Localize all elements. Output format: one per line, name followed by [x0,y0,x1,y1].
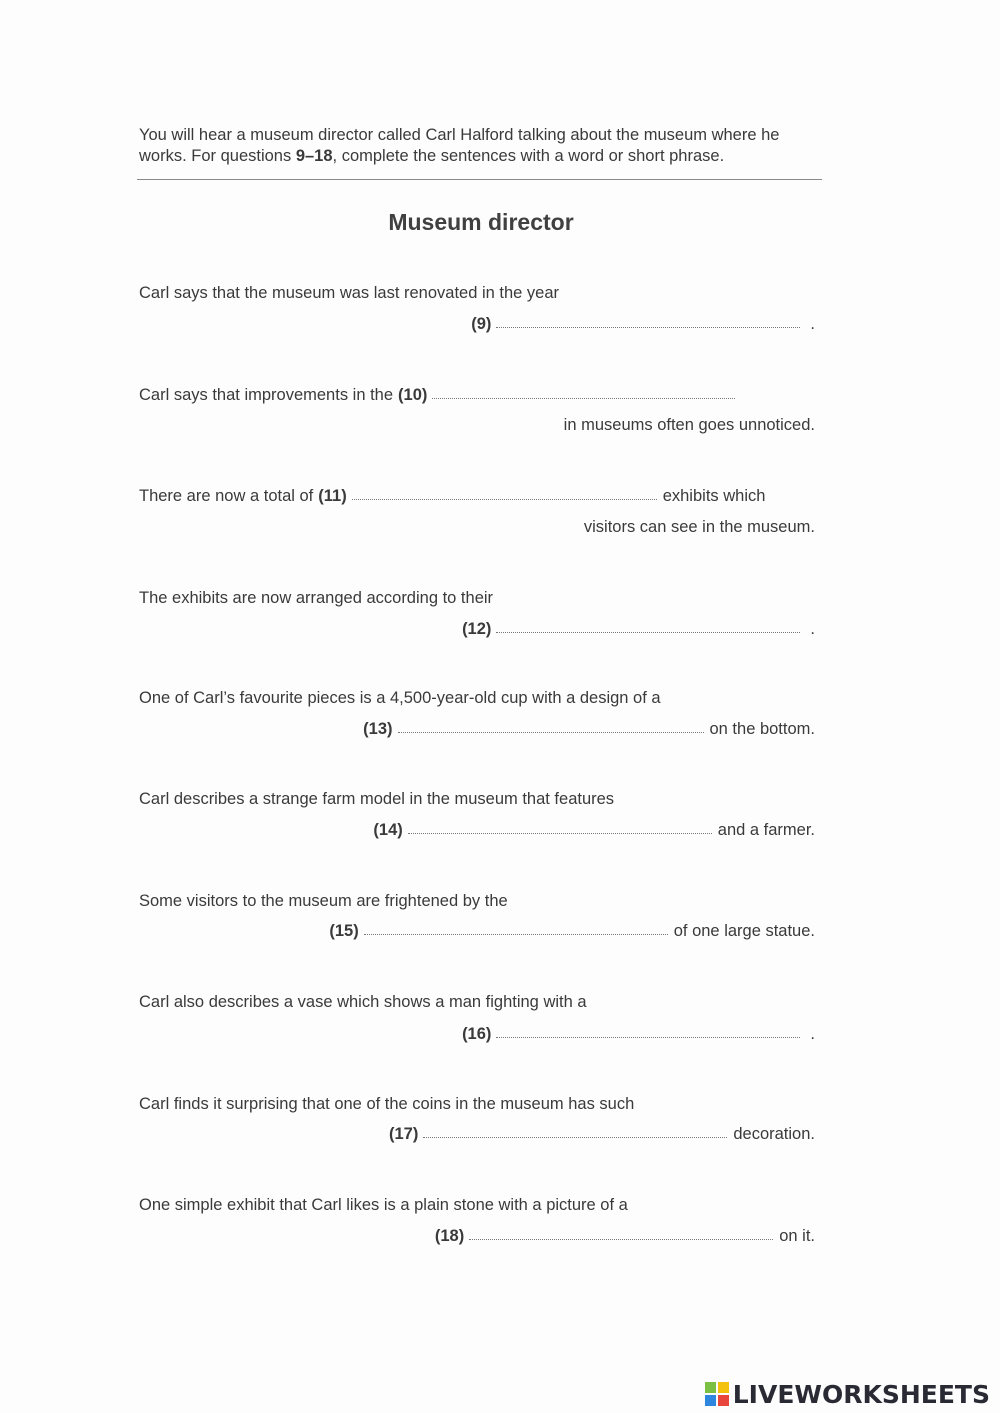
question-15-text: Some visitors to the museum are frightened by the [139,892,508,910]
answer-blank-16[interactable] [496,1036,800,1038]
question-18-answer-line: (18) on it. [434,1227,815,1245]
question-number: (16) [462,1025,492,1043]
answer-blank-18[interactable] [469,1238,773,1240]
question-10-text: Carl says that improvements in the (10) [139,386,741,405]
question-15-answer-line: (15) of one large statue. [329,922,815,940]
question-17-text: Carl finds it surprising that one of the coins in the museum has such [139,1095,635,1113]
answer-blank-13[interactable] [398,731,704,733]
question-13-answer-line: (13) on the bottom. [363,720,815,738]
question-18-text: One simple exhibit that Carl likes is a plain stone with a picture of a [139,1196,628,1214]
question-9-answer-line: (9) . [471,315,815,333]
brand-name: LIVEWORKSHEETS [732,1379,990,1409]
divider [137,179,822,180]
page-title: Museum director [388,209,574,235]
question-number: (13) [363,720,393,738]
answer-blank-15[interactable] [364,933,668,935]
question-range: 9–18 [295,147,333,165]
question-13-text: One of Carl’s favourite pieces is a 4,500-year-old cup with a design of a [139,689,661,707]
answer-blank-11[interactable] [352,498,657,500]
instructions: You will hear a museum director called Carl Halford talking about the museum where he works. For questions 9–18, complete the sentences with a word or short phrase. [139,126,780,165]
answer-blank-9[interactable] [496,326,800,328]
question-number: (10) [398,386,428,404]
question-12-answer-line: (12) . [462,620,815,638]
answer-blank-12[interactable] [496,631,800,633]
question-16-answer-line: (16) . [462,1025,815,1043]
logo-mark-icon [705,1382,729,1406]
question-11-text: There are now a total of (11) exhibits which [139,487,766,505]
question-number: (14) [373,821,403,839]
question-number: (11) [318,487,347,505]
question-11-continuation: visitors can see in the museum. [583,518,815,536]
question-number: (12) [462,620,492,638]
question-number: (17) [389,1125,419,1143]
question-17-answer-line: (17) decoration. [389,1125,815,1143]
question-9-text: Carl says that the museum was last renovated in the year [139,284,560,302]
question-12-text: The exhibits are now arranged according to their [139,589,494,607]
answer-blank-10[interactable] [432,397,735,399]
answer-blank-14[interactable] [408,832,712,834]
question-14-answer-line: (14) and a farmer. [373,821,815,839]
question-10-continuation: in museums often goes unnoticed. [563,416,815,434]
question-14-text: Carl describes a strange farm model in the museum that features [139,790,615,808]
question-number: (18) [434,1227,465,1245]
question-number: (15) [329,922,359,940]
question-number: (9) [471,315,492,333]
liveworksheets-logo [705,1378,990,1410]
answer-blank-17[interactable] [423,1136,727,1138]
question-16-text: Carl also describes a vase which shows a man fighting with a [139,993,587,1011]
